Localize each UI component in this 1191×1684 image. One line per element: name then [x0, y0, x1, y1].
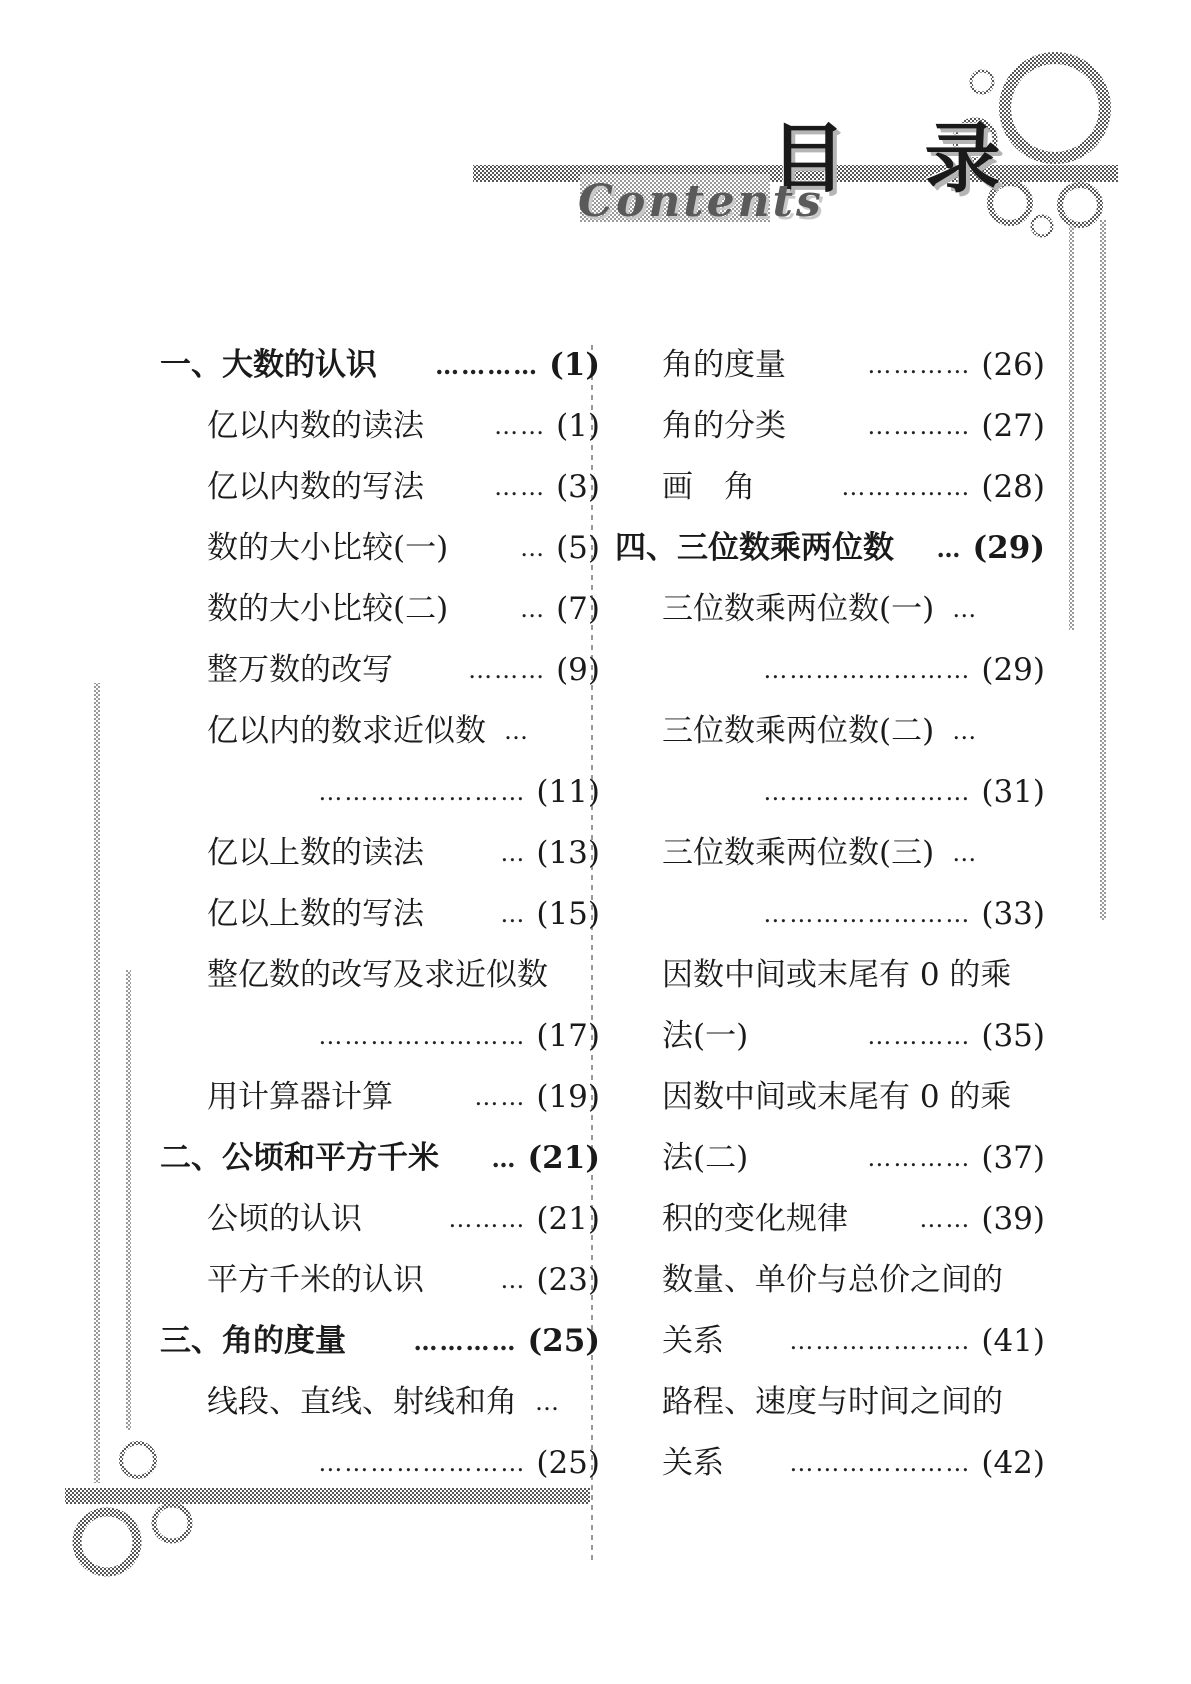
toc-entry-title: 三、角的度量: [160, 1323, 346, 1359]
toc-section-heading: [160, 1128, 600, 1189]
toc-entry-title: 亿以上数的读法: [207, 835, 424, 871]
toc-entry: [615, 1433, 1045, 1494]
toc-title-english: Contents: [578, 176, 824, 227]
toc-entry: [615, 1189, 1045, 1250]
toc-leader-dots: …………………: [789, 1327, 972, 1355]
toc-leader-dots: …: [520, 534, 547, 562]
toc-entry: [160, 884, 600, 945]
toc-page-number: (27): [981, 408, 1045, 444]
toc-page-number: (26): [981, 347, 1045, 383]
toc-page-number: (1): [556, 408, 600, 444]
toc-entry: [615, 762, 1045, 823]
toc-page-number: (11): [536, 774, 600, 810]
toc-leader-dots: …………………: [789, 1449, 972, 1477]
toc-leader-dots: ……………: [841, 473, 972, 501]
toc-page-number: (39): [981, 1201, 1045, 1237]
toc-entry: [615, 1067, 1045, 1128]
toc-page-number: (3): [556, 469, 600, 505]
toc-entry-title: 画 角: [662, 469, 755, 505]
toc-entry-title: 路程、速度与时间之间的: [662, 1384, 1003, 1420]
toc-entry: [615, 396, 1045, 457]
toc-entry-title: 数的大小比较(二): [207, 591, 449, 627]
toc-entry: [160, 762, 600, 823]
toc-page-number: (25): [527, 1323, 600, 1359]
toc-leader-dots: …: [520, 595, 547, 623]
toc-left-column: [160, 335, 600, 1494]
toc-leader-dots: ……: [919, 1205, 972, 1233]
toc-continuation-dots: …: [535, 1388, 563, 1416]
toc-entry-title: 整万数的改写: [207, 652, 393, 688]
toc-entry-title: 亿以内的数求近似数: [207, 713, 486, 749]
toc-entry-title: 关系: [662, 1323, 724, 1359]
toc-entry: [160, 640, 600, 701]
toc-leader-dots: ………: [468, 656, 547, 684]
toc-entry: [160, 823, 600, 884]
toc-page-number: (29): [972, 530, 1045, 566]
toc-entry-title: 三位数乘两位数(三): [662, 835, 935, 871]
toc-leader-dots: ……: [494, 473, 547, 501]
toc-page-number: (33): [981, 896, 1045, 932]
toc-leader-dots: ……………………: [318, 1022, 527, 1050]
toc-page-number: (13): [536, 835, 600, 871]
toc-entry-title: 角的度量: [662, 347, 786, 383]
toc-entry: [615, 579, 1045, 640]
toc-entry: [160, 396, 600, 457]
toc-entry-title: 二、公顷和平方千米: [160, 1140, 439, 1176]
toc-entry-title: 关系: [662, 1445, 724, 1481]
toc-leader-dots: …: [491, 1144, 518, 1173]
toc-entry: [160, 1372, 600, 1433]
toc-page-number: (7): [556, 591, 600, 627]
toc-entry-title: 整亿数的改写及求近似数: [207, 957, 548, 993]
toc-leader-dots: …: [936, 534, 963, 563]
toc-page-number: (28): [981, 469, 1045, 505]
toc-leader-dots: ……………………: [763, 778, 972, 806]
toc-leader-dots: ……………………: [318, 1449, 527, 1477]
toc-entry-title: 三位数乘两位数(一): [662, 591, 935, 627]
toc-entry-title: 角的分类: [662, 408, 786, 444]
toc-entry: [160, 945, 600, 1006]
toc-section-heading: [160, 1311, 600, 1372]
toc-entry: [615, 1372, 1045, 1433]
toc-entry: [615, 1128, 1045, 1189]
toc-entry-title: 一、大数的认识: [160, 347, 377, 383]
toc-leader-dots: …………: [413, 1327, 518, 1356]
toc-entry: [615, 457, 1045, 518]
toc-entry: [615, 701, 1045, 762]
toc-entry-title: 四、三位数乘两位数: [615, 530, 894, 566]
toc-page-number: (37): [981, 1140, 1045, 1176]
toc-leader-dots: …………: [867, 412, 972, 440]
toc-page-number: (9): [556, 652, 600, 688]
toc-entry-title: 平方千米的认识: [207, 1262, 424, 1298]
toc-page-number: (19): [536, 1079, 600, 1115]
toc-page-number: (31): [981, 774, 1045, 810]
toc-entry-title: 因数中间或末尾有 0 的乘: [662, 957, 1012, 993]
toc-leader-dots: ……: [494, 412, 547, 440]
toc-leader-dots: …: [500, 900, 527, 928]
toc-entry: [615, 1250, 1045, 1311]
toc-continuation-dots: …: [952, 717, 981, 745]
toc-entry: [615, 884, 1045, 945]
toc-leader-dots: …………: [435, 351, 540, 380]
toc-entry-title: 数的大小比较(一): [207, 530, 449, 566]
toc-leader-dots: ……………………: [763, 900, 972, 928]
toc-entry-title: 线段、直线、射线和角: [207, 1384, 517, 1420]
toc-leader-dots: ……………………: [763, 656, 972, 684]
toc-page-number: (1): [549, 347, 600, 383]
toc-entry-title: 亿以内数的读法: [207, 408, 424, 444]
toc-entry-title: 用计算器计算: [207, 1079, 393, 1115]
toc-entry: [160, 518, 600, 579]
toc-entry: [615, 335, 1045, 396]
toc-page-number: (23): [536, 1262, 600, 1298]
toc-leader-dots: ………: [448, 1205, 527, 1233]
toc-title-chinese: 目 录: [770, 114, 1027, 203]
toc-page-number: (41): [981, 1323, 1045, 1359]
toc-entry: [160, 579, 600, 640]
toc-continuation-dots: …: [504, 717, 532, 745]
left-side-stripes: [94, 683, 131, 1483]
toc-page-number: (42): [981, 1445, 1045, 1481]
toc-page-number: (17): [536, 1018, 600, 1054]
toc-leader-dots: …………: [867, 351, 972, 379]
toc-continuation-dots: …: [952, 839, 981, 867]
toc-page-number: (21): [527, 1140, 600, 1176]
toc-entry-title: 三位数乘两位数(二): [662, 713, 935, 749]
toc-entry-title: 法(二): [662, 1140, 749, 1176]
toc-page-number: (35): [981, 1018, 1045, 1054]
toc-leader-dots: …………: [867, 1144, 972, 1172]
toc-entry: [160, 1067, 600, 1128]
toc-page-number: (21): [536, 1201, 600, 1237]
toc-leader-dots: …: [500, 839, 527, 867]
right-side-stripes: [1069, 220, 1106, 920]
toc-section-heading: [160, 335, 600, 396]
toc-entry-title: 公顷的认识: [207, 1201, 362, 1237]
toc-leader-dots: ……: [474, 1083, 527, 1111]
toc-right-column: [615, 335, 1045, 1494]
toc-entry: [615, 945, 1045, 1006]
toc-entry: [615, 1311, 1045, 1372]
toc-entry-title: 积的变化规律: [662, 1201, 848, 1237]
toc-continuation-dots: …: [952, 595, 981, 623]
toc-entry-title: 法(一): [662, 1018, 749, 1054]
toc-entry: [615, 640, 1045, 701]
toc-entry: [160, 1006, 600, 1067]
toc-page-number: (25): [536, 1445, 600, 1481]
toc-leader-dots: …………: [867, 1022, 972, 1050]
toc-entry: [160, 1189, 600, 1250]
toc-entry: [160, 457, 600, 518]
toc-entry-title: 亿以内数的写法: [207, 469, 424, 505]
toc-leader-dots: …: [500, 1266, 527, 1294]
toc-entry: [615, 823, 1045, 884]
toc-entry-title: 因数中间或末尾有 0 的乘: [662, 1079, 1012, 1115]
toc-page-number: (15): [536, 896, 600, 932]
toc-entry: [160, 1433, 600, 1494]
toc-leader-dots: ……………………: [318, 778, 527, 806]
toc-entry-title: 亿以上数的写法: [207, 896, 424, 932]
toc-page-number: (29): [981, 652, 1045, 688]
toc-entry: [160, 701, 600, 762]
toc-entry: [615, 1006, 1045, 1067]
toc-entry-title: 数量、单价与总价之间的: [662, 1262, 1003, 1298]
toc-section-heading: [615, 518, 1045, 579]
toc-page-number: (5): [556, 530, 600, 566]
toc-entry: [160, 1250, 600, 1311]
